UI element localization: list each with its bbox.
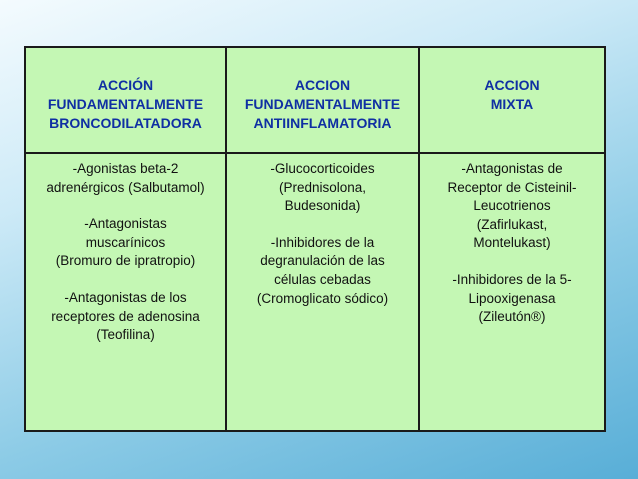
- header-mixed: [420, 48, 604, 152]
- drug-line: -Antagonistas: [84, 216, 167, 232]
- header-line: ACCION: [484, 77, 540, 93]
- drug-line: -Glucocorticoides: [270, 161, 375, 176]
- drug-line: adrenérgicos (Salbutamol): [46, 179, 205, 195]
- header-line: MIXTA: [490, 96, 534, 112]
- drug-line: (Bromuro de ipratropio): [55, 253, 196, 269]
- drug-line: Receptor de Cisteinil-: [447, 179, 577, 195]
- drug-line: Montelukast): [473, 235, 551, 251]
- drug-line: Lipooxigenasa: [468, 290, 556, 306]
- drug-line: -Antagonistas de los: [64, 289, 187, 305]
- drug-line: -Inhibidores de la 5-: [452, 271, 572, 287]
- drug-line: (Zileutón®): [478, 309, 546, 325]
- header-line: ACCIÓN: [97, 77, 154, 93]
- drug-line: -Inhibidores de la: [270, 234, 375, 250]
- header-line: ANTIINFLAMATORIA: [253, 115, 392, 131]
- drug-line: muscarínicos: [85, 234, 166, 250]
- drug-line: Budesonida): [284, 198, 361, 214]
- drug-line: -Antagonistas de: [461, 161, 563, 176]
- drug-classification-table: [24, 46, 606, 432]
- drug-line: (Cromoglicato sódico): [256, 290, 389, 306]
- antiinflammatory-drugs-cell: [227, 154, 420, 430]
- header-antiinflammatory: [227, 48, 420, 152]
- drug-line: receptores de adenosina: [51, 308, 200, 324]
- drug-line: células cebadas: [274, 271, 371, 287]
- drug-line: (Teofilina): [96, 327, 155, 343]
- header-line: BRONCODILATADORA: [49, 115, 202, 131]
- drug-line: (Prednisolona,: [278, 179, 367, 195]
- table-body-row: [26, 154, 604, 430]
- bronchodilator-drugs-cell: [26, 154, 227, 430]
- table-header-row: [26, 48, 604, 154]
- mixed-drugs-cell: [420, 154, 604, 430]
- drug-line: degranulación de las: [260, 253, 385, 269]
- drug-line: Leucotrienos: [473, 198, 551, 214]
- header-line: ACCION: [294, 77, 351, 93]
- drug-line: -Agonistas beta-2: [72, 161, 179, 176]
- header-line: FUNDAMENTALMENTE: [244, 96, 401, 112]
- drug-line: (Zafirlukast,: [476, 216, 548, 232]
- header-bronchodilator: [26, 48, 227, 152]
- header-line: FUNDAMENTALMENTE: [47, 96, 204, 112]
